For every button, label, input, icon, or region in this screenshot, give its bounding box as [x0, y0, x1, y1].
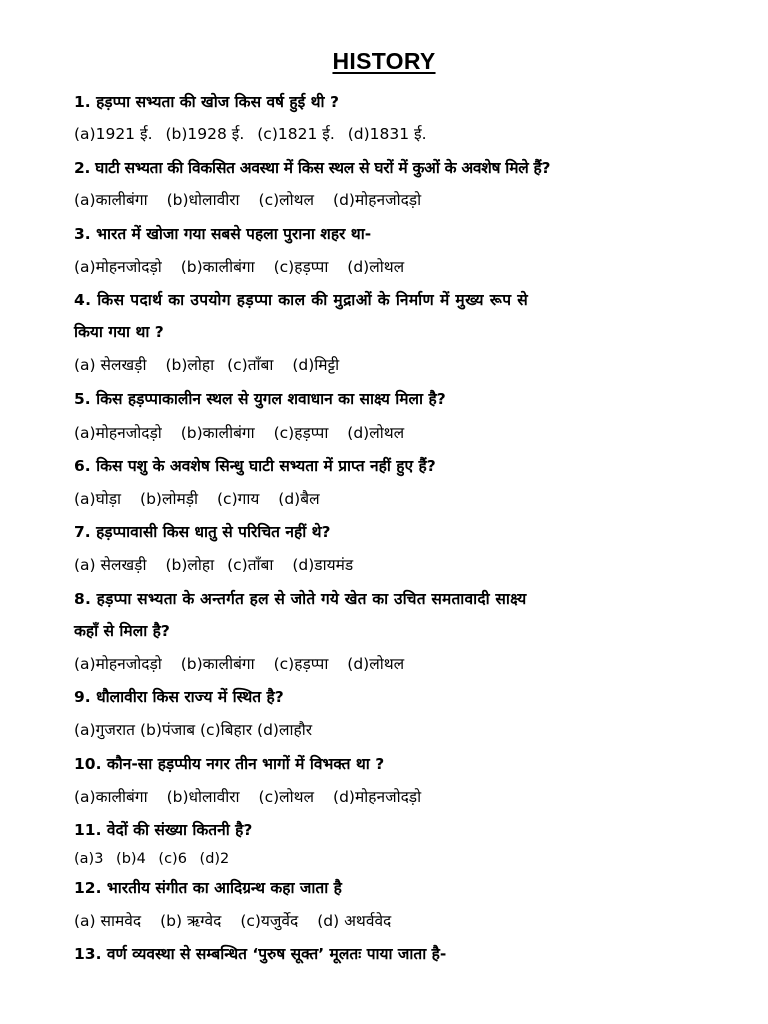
option-d: (d)लाहौर — [257, 721, 313, 739]
option-c: (c)ताँबा — [227, 356, 274, 374]
option-b: (b)4 — [116, 851, 146, 867]
option-d: (d)लोथल — [347, 424, 405, 442]
option-a: (a) सेलखड़ी — [74, 356, 147, 374]
options-6 — [74, 487, 668, 511]
options-10 — [74, 785, 668, 809]
question-2: 2. घाटी सभ्यता की विकसित अवस्था में किस स्थल से घरों में कुओं के अवशेष मिले हैं? — [74, 159, 551, 177]
option-c: (c)लोथल — [258, 788, 315, 806]
option-a: (a)1921 ई. — [74, 125, 153, 143]
question-6: 6. किस पशु के अवशेष सिन्धु घाटी सभ्यता में प्राप्त नहीं हुए हैं? — [74, 457, 436, 475]
option-a: (a) सेलखड़ी — [74, 556, 147, 574]
question-4: 4. किस पदार्थ का उपयोग हड़प्पा काल की मुद्राओं के निर्माण में मुख्य रूप से — [74, 291, 529, 309]
options-11 — [74, 847, 668, 871]
question-3: 3. भारत में खोजा गया सबसे पहला पुराना शहर था- — [74, 225, 372, 243]
option-a: (a)मोहनजोदड़ो — [74, 655, 162, 673]
option-a: (a) सामवेद — [74, 912, 142, 930]
options-4 — [74, 353, 668, 377]
option-a: (a)कालीबंगा — [74, 788, 148, 806]
option-d: (d) अथर्ववेद — [317, 912, 392, 930]
option-d: (d)मोहनजोदड़ो — [333, 788, 422, 806]
option-b: (b)लोहा — [165, 556, 215, 574]
option-c: (c)हड़प्पा — [273, 655, 329, 673]
question-5: 5. किस हड़प्पाकालीन स्थल से युगल शवाधान का साक्ष्य मिला है? — [74, 390, 446, 408]
option-b: (b)कालीबंगा — [180, 424, 255, 442]
option-c: (c)गाय — [217, 490, 260, 508]
option-b: (b)धोलावीरा — [166, 191, 240, 209]
question-8-continued: कहाँ से मिला है? — [74, 622, 170, 640]
option-b: (b)कालीबंगा — [180, 655, 255, 673]
option-a: (a)मोहनजोदड़ो — [74, 258, 162, 276]
page-title: HISTORY — [332, 48, 436, 74]
option-c: (c)6 — [158, 851, 187, 867]
option-d: (d)मिट्टी — [292, 356, 340, 374]
options-2 — [74, 188, 668, 212]
question-7: 7. हड़प्पावासी किस धातु से परिचित नहीं थे? — [74, 523, 331, 541]
question-9: 9. धौलावीरा किस राज्य में स्थित है? — [74, 688, 284, 706]
question-11: 11. वेदों की संख्या कितनी है? — [74, 821, 253, 839]
option-b: (b)धोलावीरा — [166, 788, 240, 806]
option-b: (b)कालीबंगा — [180, 258, 255, 276]
option-a: (a)3 — [74, 851, 104, 867]
option-b: (b)पंजाब — [139, 721, 196, 739]
options-8 — [74, 652, 668, 676]
option-d: (d)लोथल — [347, 258, 405, 276]
options-1 — [74, 122, 668, 146]
option-c: (c)हड़प्पा — [273, 258, 329, 276]
option-c: (c)लोथल — [258, 191, 315, 209]
option-d: (d)डायमंड — [292, 556, 354, 574]
question-4-continued: किया गया था ? — [74, 323, 164, 341]
option-a: (a)मोहनजोदड़ो — [74, 424, 162, 442]
question-12: 12. भारतीय संगीत का आदिग्रन्थ कहा जाता है — [74, 879, 342, 897]
question-13: 13. वर्ण व्यवस्था से सम्बन्धित ‘पुरुष सूक्त’ मूलतः पाया जाता है- — [74, 945, 447, 963]
option-d: (d)2 — [199, 851, 230, 867]
option-b: (b)लोहा — [165, 356, 215, 374]
option-b: (b)लोमड़ी — [140, 490, 199, 508]
option-a: (a)कालीबंगा — [74, 191, 148, 209]
option-d: (d)मोहनजोदड़ो — [333, 191, 422, 209]
options-5 — [74, 421, 668, 445]
option-c: (c)यजुर्वेद — [240, 912, 299, 930]
options-7 — [74, 553, 668, 577]
question-8: 8. हड़प्पा सभ्यता के अन्तर्गत हल से जोते गये खेत का उचित समतावादी साक्ष्य — [74, 590, 527, 608]
option-c: (c)बिहार — [200, 721, 253, 739]
option-a: (a)घोड़ा — [74, 490, 122, 508]
option-c: (c)ताँबा — [227, 556, 274, 574]
option-d: (d)बैल — [278, 490, 320, 508]
option-c: (c)1821 ई. — [257, 125, 335, 143]
options-9 — [74, 718, 668, 742]
option-b: (b) ऋग्वेद — [160, 912, 222, 930]
option-d: (d)लोथल — [347, 655, 405, 673]
question-1: 1. हड़प्पा सभ्यता की खोज किस वर्ष हुई थी ? — [74, 93, 339, 111]
option-d: (d)1831 ई. — [347, 125, 427, 143]
option-b: (b)1928 ई. — [165, 125, 245, 143]
options-12 — [74, 909, 668, 933]
options-3 — [74, 255, 668, 279]
option-c: (c)हड़प्पा — [273, 424, 329, 442]
question-10: 10. कौन-सा हड़प्पीय नगर तीन भागों में विभक्त था ? — [74, 755, 385, 773]
option-a: (a)गुजरात — [74, 721, 136, 739]
